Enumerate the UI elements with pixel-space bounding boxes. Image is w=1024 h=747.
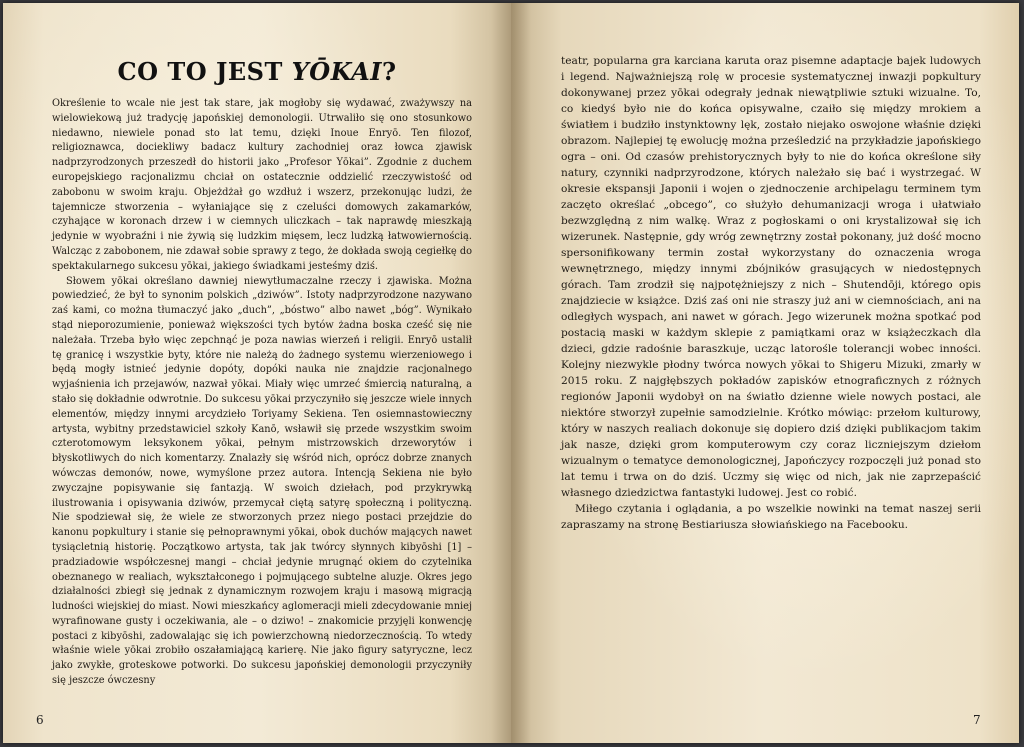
- left-page: [3, 3, 511, 743]
- paragraph: Określenie to wcale nie jest tak stare, jak mogłoby się wydawać, zważywszy na wielowiekową już tradycję japońskiej demonologii. Utrwaliło się ono stosunkowo niedawno, niewiele ponad sto lat temu, dzięki Inoue Enryō. Ten filozof, religioznawca, dociekliwy badacz kultury zachodniej oraz łowca zjawisk nadprzyrodzonych przeszedł do historii jako „Profesor Yōkai”. Zgodnie z duchem europejskiego racjonalizmu chciał on ostatecznie oddzielić rzeczywistość od zabobonu w swoim kraju. Objeżdżał go wzdłuż i wszerz, przekonując ludzi, że tajemnicze stworzenia – wyłaniające się z czeluści domowych zakamarków, czyhające w koronach drzew i w ciemnych uliczkach – tak naprawdę mieszkają jedynie w wyobraźni i nie żywią się ludzkim mięsem, lecz ludzką łatwowiernością. Walcząc z zabobonem, nie zdawał sobie sprawy z tego, że dokłada swoją cegiełkę do spektakularnego sukcesu yōkai, jakiego świadkami jesteśmy dziś.: [52, 98, 472, 272]
- title-italic-word: YŌKAI: [291, 57, 382, 86]
- gutter-shadow: [511, 3, 531, 743]
- book-spread: [3, 3, 1019, 743]
- title-text: CO TO JEST: [117, 57, 292, 86]
- left-text-column: [52, 97, 472, 689]
- paragraph: teatr, popularna gra karciana karuta oraz pisemne adaptacje bajek ludowych i legend. Najważniejszą rolę w procesie systematycznej inwazji popkultury dokonywanej przez yōkai odegrały jednak niewątpliwie sztuki wizualne. To, co kiedyś było nie do końca opisywalne, czaiło się między mrokiem a światłem i budziło instynktowny lęk, zostało niejako oswojone właśnie dzięki obrazom. Najlepiej tę ewolucję można prześledzić na przykładzie japońskiego ogra – oni. Od czasów prehistorycznych były to nie do końca określone siły natury, czynniki nadprzyrodzone, których należało się bać i wystrzegać. W okresie ekspansji Japonii i wojen o zjednoczenie archipelagu terminem tym zaczęto określać „obcego”, co służyło dehumanizacji wroga i ułatwiało bezwzględną z nim walkę. Wraz z pogłoskami o oni krystalizował się ich wizerunek. Następnie, gdy wróg zewnętrzny został pokonany, już dość mocno spersonifikowany termin został wykorzystany do oznaczenia wroga wewnętrznego, między innymi zbójników grasujących w niedostępnych górach. Tam zrodził się najpotężniejszy z nich – Shutendōji, którego opis znajdziecie w książce. Dziś zaś oni nie straszy już ani w ciemnościach, ani na odległych wyspach, ani nawet w górach. Jego wizerunek można spotkać pod postacią maski w każdym sklepie z pamiątkami oraz w książeczkach dla dzieci, gdzie radośnie baraszkuje, ucząc latorośle tolerancji wobec inności. Kolejny niezwykle płodny twórca nowych yōkai to Shigeru Mizuki, zmarły w 2015 roku. Z najgłębszych pokładów zapisków etnograficznych z różnych regionów Japonii wydobył on na światło dzienne wiele nowych postaci, ale niektóre stworzył zupełnie samodzielnie. Krótko mówiąc: przełom kulturowy, który w naszych realiach dokonuje się dopiero dziś dzięki publikacjom takim jak nasze, dzięki grom komputerowym czy coraz liczniejszym dziełom wizualnym o tematyce demonologicznej, Japończycy rozpoczęli już ponad sto lat temu i trwa on do dziś. Uczmy się więc od nich, jak nie zaprzepaścić własnego dziedzictwa fantastyki ludowej. Jest co robić.: [561, 55, 981, 499]
- right-text-column: [561, 53, 981, 533]
- page-number: 6: [36, 713, 44, 727]
- paragraph: Słowem yōkai określano dawniej niewytłumaczalne rzeczy i zjawiska. Można powiedzieć, że był to synonim polskich „dziwów”. Istoty nadprzyrodzone nazywano zaś kami, co można tłumaczyć jako „duch”, „bóstwo” albo nawet „bóg”. Wynikało stąd nieporozumienie, ponieważ większości tych bytów żadna boska cześć się nie należała. Trzeba było więc zepchnąć je poza nawias wierzeń i religii. Enryō ustalił tę granicę i wszystkie byty, które nie należą do żadnego systemu wierzeniowego i będą mogły istnieć jedynie dopóty, dopóki nauka nie znajdzie racjonalnego wyjaśnienia ich przejawów, nazwał yōkai. Miały więc umrzeć śmiercią naturalną, a stało się dokładnie odwrotnie. Do sukcesu yōkai przyczyniło się jeszcze wiele innych elementów, między innymi arcydzieło Toriyamy Sekiena. Ten osiemnastowieczny artysta, wybitny przedstawiciel szkoły Kanō, wsławił się przede wszystkim swoim czterotomowym leksykonem yōkai, pełnym mistrzowskich drzeworytów i błyskotliwych do nich komentarzy. Znalazły się wśród nich, oprócz dobrze znanych wówczas demonów, nowe, wymyślone przez autora. Intencją Sekiena nie było zwyczajne popisywanie się fantazją. W swoich dziełach, pod przykrywką ilustrowania i opisywania dziwów, przemycał ciętą satyrę społeczną i polityczną. Nie spodziewał się, że wiele ze stworzonych przez niego postaci przejdzie do kanonu popkultury i stanie się pełnoprawnymi yōkai, obok duchów mających nawet tysiącletnią historię. Początkowo artysta, tak jak twórcy słynnych kibyōshi [1] – pradziadowie współczesnej mangi – chciał jedynie mrugnąć okiem do czytelnika obeznanego w realiach, wykształconego i pojmującego subtelne aluzje. Okres jego działalności zbiegł się jednak z dynamicznym rozwojem kraju i masową migracją ludności wiejskiej do miast. Nowi mieszkańcy aglomeracji mieli zdecydowanie mniej wyrafinowane gusty i oczekiwania, ale – o dziwo! – znakomicie przyjęli konwencję postaci z kibyōshi, zadowalając się ich powierzchowną niedorzecznością. To wtedy właśnie wiele yōkai zrobiło oszałamiającą karierę. Nie jako figury satyryczne, lecz jako zwykłe, groteskowe potworki. Do sukcesu japońskiej demonologii przyczyniły się jeszcze ówczesny: [52, 275, 472, 687]
- gutter-shadow: [491, 3, 511, 743]
- paragraph: Miłego czytania i oglądania, a po wszelkie nowinki na temat naszej serii zapraszamy na stronę Bestiariusza słowiańskiego na Facebooku.: [561, 503, 981, 531]
- page-title: [3, 57, 511, 86]
- title-question-mark: ?: [381, 57, 397, 86]
- page-number: 7: [973, 713, 981, 727]
- right-page: [511, 3, 1019, 743]
